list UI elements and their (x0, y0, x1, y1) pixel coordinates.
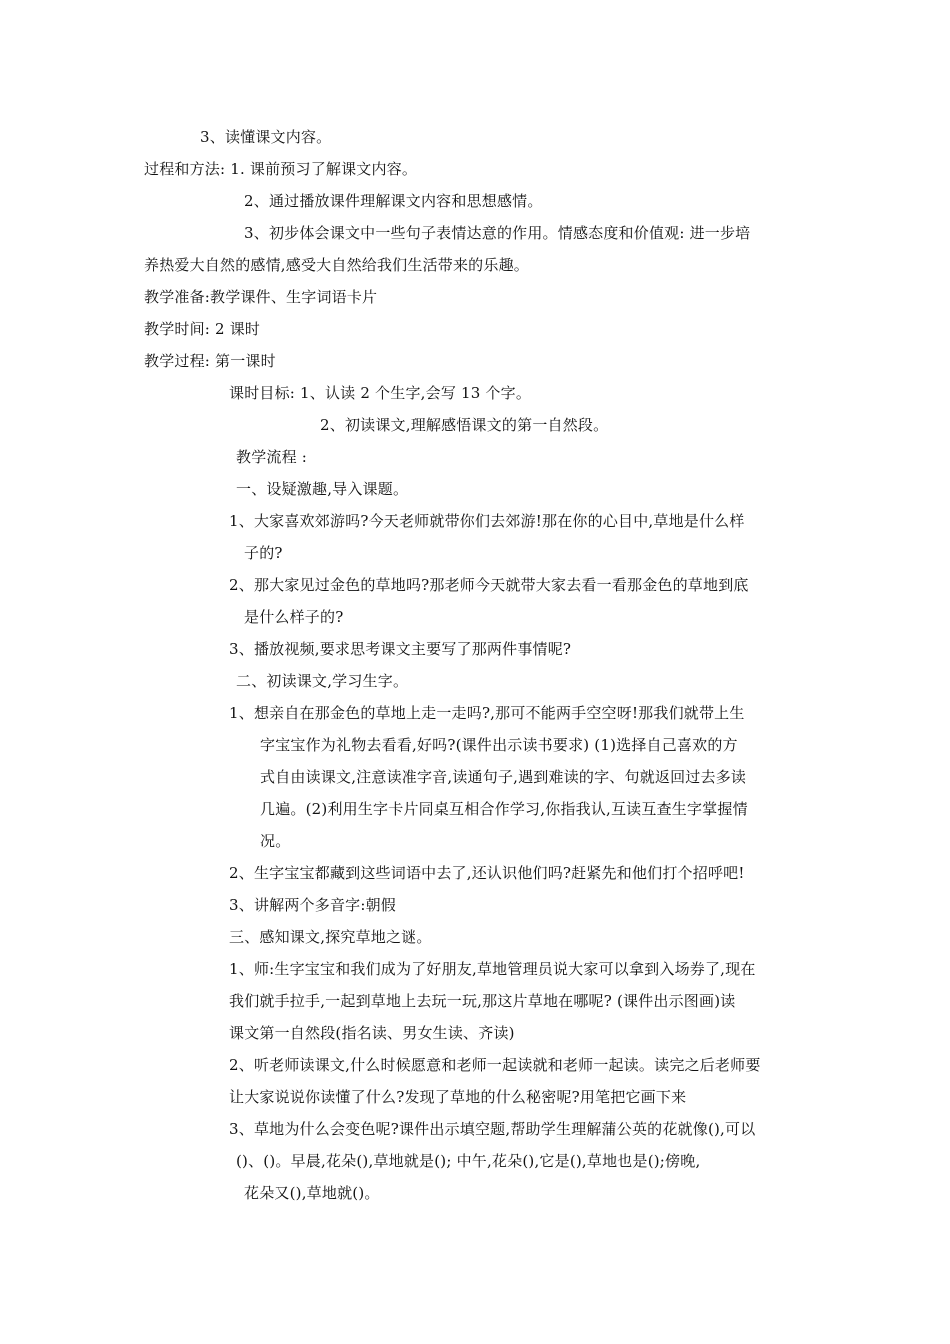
teaching-flow-heading: 教学流程 : (236, 448, 308, 466)
section-2-item-1-cont-1: 字宝宝作为礼物去看看,好吗?(课件出示读书要求) (1)选择自己喜欢的方 (260, 736, 738, 754)
section-1-item-1-cont: 子的? (244, 544, 283, 562)
section-3-item-1-cont-2: 课文第一自然段(指名读、男女生读、齐读) (229, 1024, 515, 1042)
section-1-heading: 一、设疑激趣,导入课题。 (236, 480, 409, 498)
process-method-3-line: 3、初步体会课文中一些句子表情达意的作用。情感态度和价值观: 进一步培 (244, 224, 751, 242)
section-3-item-3-line: 3、草地为什么会变色呢?课件出示填空题,帮助学生理解蒲公英的花就像(),可以 (229, 1120, 756, 1138)
section-1-item-2-line: 2、那大家见过金色的草地吗?那老师今天就带大家去看一看那金色的草地到底 (229, 576, 749, 594)
section-2-item-3-line: 3、讲解两个多音字:朝假 (229, 896, 396, 914)
teaching-process-line: 教学过程: 第一课时 (144, 352, 276, 370)
section-3-heading: 三、感知课文,探究草地之谜。 (229, 928, 432, 946)
section-3-item-3-cont-2: 花朵又(),草地就()。 (244, 1184, 380, 1202)
section-1-item-1-line: 1、大家喜欢郊游吗?今天老师就带你们去郊游!那在你的心目中,草地是什么样 (229, 512, 745, 530)
objective-3-line: 3、读懂课文内容。 (200, 128, 332, 146)
lesson-goal-2-line: 2、初读课文,理解感悟课文的第一自然段。 (320, 416, 609, 434)
section-3-item-1-cont-1: 我们就手拉手,一起到草地上去玩一玩,那这片草地在哪呢? (课件出示图画)读 (229, 992, 736, 1010)
section-3-item-3-cont-1: ()、()。早晨,花朵(),草地就是(); 中午,花朵(),它是(),草地也是();傍晚, (236, 1152, 701, 1170)
process-method-line: 过程和方法: 1. 课前预习了解课文内容。 (144, 160, 418, 178)
emotion-value-line: 养热爱大自然的感情,感受大自然给我们生活带来的乐趣。 (144, 256, 529, 274)
section-3-item-2-cont: 让大家说说你读懂了什么?发现了草地的什么秘密呢?用笔把它画下来 (229, 1088, 687, 1106)
section-3-item-1-line: 1、师:生字宝宝和我们成为了好朋友,草地管理员说大家可以拿到入场券了,现在 (229, 960, 756, 978)
process-method-2-line: 2、通过播放课件理解课文内容和思想感情。 (244, 192, 543, 210)
section-2-item-1-line: 1、想亲自在那金色的草地上走一走吗?,那可不能两手空空呀!那我们就带上生 (229, 704, 745, 722)
section-2-item-1-cont-3: 几遍。(2)利用生字卡片同桌互相合作学习,你指我认,互读互查生字掌握情 (260, 800, 748, 818)
lesson-goal-line: 课时目标: 1、认读 2 个生字,会写 13 个字。 (229, 384, 532, 402)
section-2-item-1-cont-4: 况。 (260, 832, 291, 850)
section-3-item-2-line: 2、听老师读课文,什么时候愿意和老师一起读就和老师一起读。读完之后老师要 (229, 1056, 761, 1074)
section-1-item-2-cont: 是什么样子的? (244, 608, 344, 626)
section-1-item-3-line: 3、播放视频,要求思考课文主要写了那两件事情呢? (229, 640, 572, 658)
section-2-item-1-cont-2: 式自由读课文,注意读准字音,读通句子,遇到难读的字、句就返回过去多读 (260, 768, 747, 786)
teaching-time-line: 教学时间: 2 课时 (144, 320, 261, 338)
section-2-heading: 二、初读课文,学习生字。 (236, 672, 409, 690)
teaching-prep-line: 教学准备:教学课件、生字词语卡片 (144, 288, 378, 306)
section-2-item-2-line: 2、生字宝宝都藏到这些词语中去了,还认识他们吗?赶紧先和他们打个招呼吧! (229, 864, 745, 882)
